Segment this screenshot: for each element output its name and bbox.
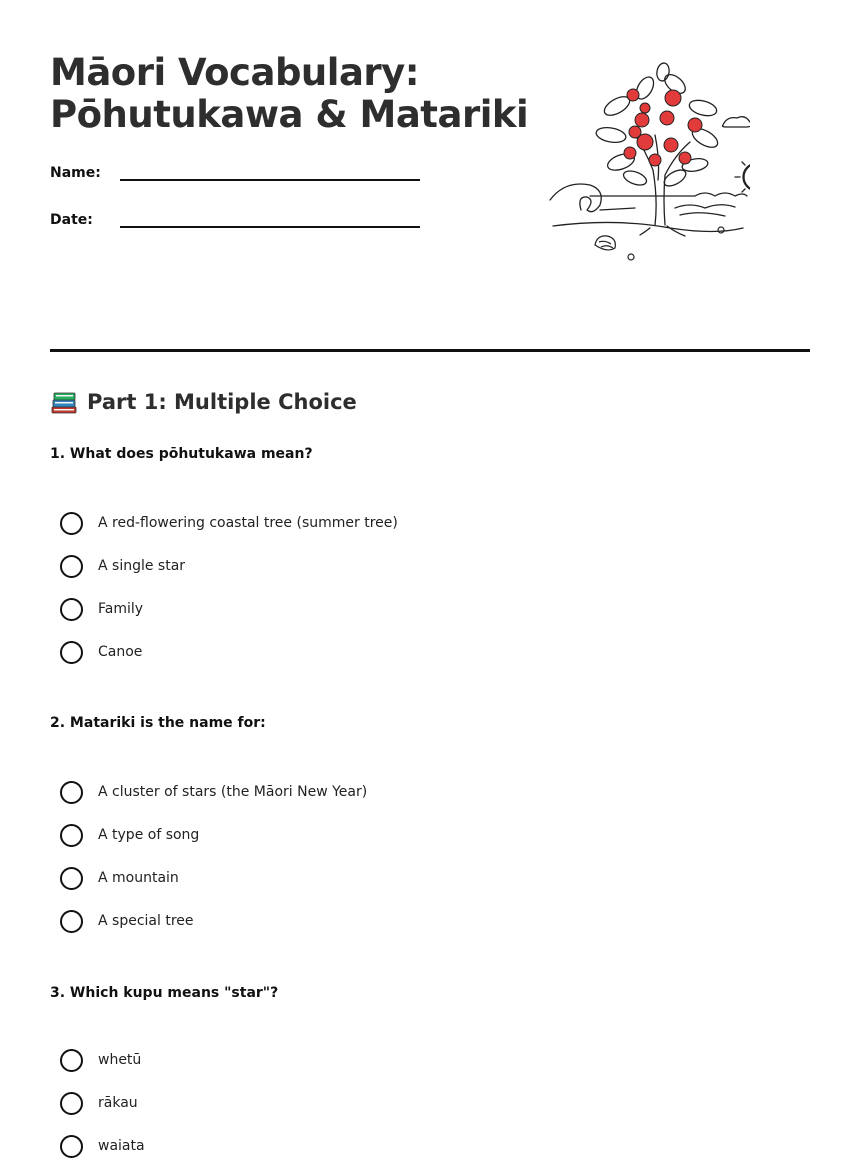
radio-button[interactable]: [60, 1049, 83, 1072]
q1-option-1[interactable]: [60, 510, 398, 536]
part1-heading: [50, 389, 357, 415]
q1-option-3[interactable]: [60, 596, 143, 622]
radio-button[interactable]: [60, 512, 83, 535]
part1-title: Part 1: Multiple Choice: [87, 390, 357, 414]
option-label: Canoe: [98, 644, 143, 660]
radio-button[interactable]: [60, 781, 83, 804]
option-label: waiata: [98, 1138, 145, 1154]
name-label: Name:: [50, 165, 101, 181]
option-label: Family: [98, 601, 144, 617]
q3-option-1[interactable]: [60, 1047, 141, 1073]
option-label: A cluster of stars (the Māori New Year): [98, 784, 368, 800]
radio-button[interactable]: [60, 867, 83, 890]
q1-option-2[interactable]: [60, 553, 185, 579]
radio-button[interactable]: [60, 824, 83, 847]
q2-option-4[interactable]: [60, 908, 194, 934]
question-1: 1. What does pōhutukawa mean?: [50, 446, 313, 462]
radio-button[interactable]: [60, 910, 83, 933]
books-icon: [50, 389, 78, 415]
question-2: 2. Matariki is the name for:: [50, 715, 266, 731]
date-input-line[interactable]: [120, 214, 420, 228]
pohutukawa-tree-illustration: [495, 50, 750, 265]
flowers-icon: [624, 89, 702, 166]
radio-button[interactable]: [60, 598, 83, 621]
cloud-icon: [723, 117, 751, 127]
option-label: A type of song: [98, 827, 200, 843]
question-3: 3. Which kupu means "star"?: [50, 985, 279, 1001]
option-label: whetū: [98, 1052, 142, 1068]
q2-option-2[interactable]: [60, 822, 199, 848]
radio-button[interactable]: [60, 641, 83, 664]
option-label: rākau: [98, 1095, 138, 1111]
option-label: A special tree: [98, 913, 194, 929]
q2-option-1[interactable]: [60, 779, 367, 805]
sun-figure-icon: [735, 155, 750, 199]
name-input-line[interactable]: [120, 167, 420, 181]
q3-option-3[interactable]: [60, 1133, 145, 1159]
option-label: A red-flowering coastal tree (summer tree): [98, 515, 398, 531]
radio-button[interactable]: [60, 555, 83, 578]
name-field: [50, 165, 420, 181]
option-label: A single star: [98, 558, 186, 574]
title-line-1: Māori Vocabulary:: [50, 51, 420, 94]
q3-option-2[interactable]: [60, 1090, 138, 1116]
option-label: A mountain: [98, 870, 179, 886]
date-label: Date:: [50, 212, 93, 228]
radio-button[interactable]: [60, 1135, 83, 1158]
q1-option-4[interactable]: [60, 639, 142, 665]
wave-icon: [550, 184, 601, 212]
date-field: [50, 212, 420, 228]
title-line-2: Pōhutukawa & Matariki: [50, 93, 529, 136]
radio-button[interactable]: [60, 1092, 83, 1115]
header-divider: [50, 349, 810, 352]
q2-option-3[interactable]: [60, 865, 179, 891]
